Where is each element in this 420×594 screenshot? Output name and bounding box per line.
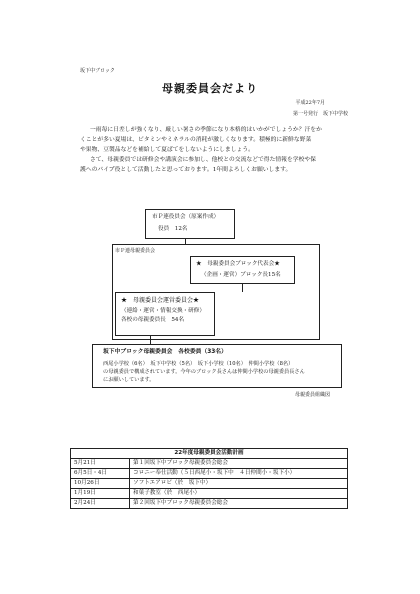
school-committee-box: [92, 344, 342, 388]
intro-line: くことが多い夏場は、ビタミンやミネラルの消耗が激しくなります。積極的に新鮮な野菜: [80, 137, 312, 143]
block-representative-box: [190, 256, 295, 284]
steering-box-detail: （連絡・運営・情報交換・研修）: [121, 308, 205, 314]
intro-line: さて、母親委員では研修会や講演会に参加し、他校との交流などで得た情報を学校や保: [90, 157, 316, 163]
table-row: [71, 459, 348, 469]
steering-committee-box: [115, 292, 215, 336]
school-box-title: 坂下中ブロック母親委員会 各校委員（33名）: [103, 349, 227, 355]
city-pta-box: [145, 209, 235, 239]
diagram-caption: 母親委員組織図: [295, 392, 331, 398]
connector-line: [242, 284, 243, 292]
steering-box-title: ★ 母親委員会運営委員会★: [121, 297, 200, 304]
intro-text: [80, 125, 360, 175]
block-box-title: ★ 母親委員会ブロック代表会★: [196, 261, 280, 267]
school-box-line: 西尾小学校（6名） 坂下中学校（5名） 坂下小学校（10名） 仲間小学校（8名）: [103, 361, 294, 367]
issue-info: 第一号発行 坂下中学校: [292, 111, 348, 117]
activity-plan: [70, 448, 348, 509]
steering-box-members: 各校の母親委員長 54名: [121, 317, 185, 323]
plan-title: 22年度母親委員会活動計画: [71, 449, 348, 459]
table-row: [71, 479, 348, 489]
plan-date: 1月19日: [71, 489, 130, 499]
school-tag: 坂下中ブロック: [80, 68, 115, 74]
school-box-line: にお願いしています。: [103, 377, 155, 383]
issue-date: 平成22年7月: [295, 100, 325, 106]
plan-event: ソフトエアロビ（於 坂下中）: [130, 479, 348, 489]
activity-plan-table: [70, 448, 348, 509]
plan-date: 6月5日・4日: [71, 469, 130, 479]
city-box-detail: 役員 12名: [158, 226, 188, 232]
plan-event: 第２回坂下中ブロック母親委員会総会: [130, 499, 348, 509]
table-row: [71, 499, 348, 509]
connector-line: [150, 336, 151, 344]
plan-date: 5月21日: [71, 459, 130, 469]
city-box-title: 市Ｐ連役員会（原案作成）: [152, 214, 220, 220]
plan-rows: [71, 459, 348, 509]
outer-frame-label: 市Ｐ連母親委員会: [115, 248, 156, 254]
page-title: 母親委員会だより: [162, 82, 258, 95]
plan-event: コロニー奉仕活動（５日西尾小・坂下中 ４日仲間小・坂下小）: [130, 469, 348, 479]
intro-line: 一雨毎に日差しが強くなり、厳しい暑さの季節になり本格的はいかがでしょうか？汗をか: [90, 127, 322, 133]
plan-date: 10月26日: [71, 479, 130, 489]
plan-date: 2月24日: [71, 499, 130, 509]
plan-event: 和菓子教室（於 西尾小）: [130, 489, 348, 499]
table-row: [71, 489, 348, 499]
block-box-detail: （企画・運営）ブロック長15名: [201, 272, 281, 278]
table-row: [71, 469, 348, 479]
intro-line: や果物、豆製品などを補給して夏ばてをしないようにしましょう。: [80, 147, 254, 153]
intro-line: 護へのパイプ役として活動したと思っております。1年間よろしくお願いします。: [80, 167, 292, 173]
school-box-line: の母親委員で構成されています。今年のブロック長さんは仲間小学校の母親委員長さん: [103, 369, 305, 375]
plan-event: 第１回坂下中ブロック母親委員会総会: [130, 459, 348, 469]
